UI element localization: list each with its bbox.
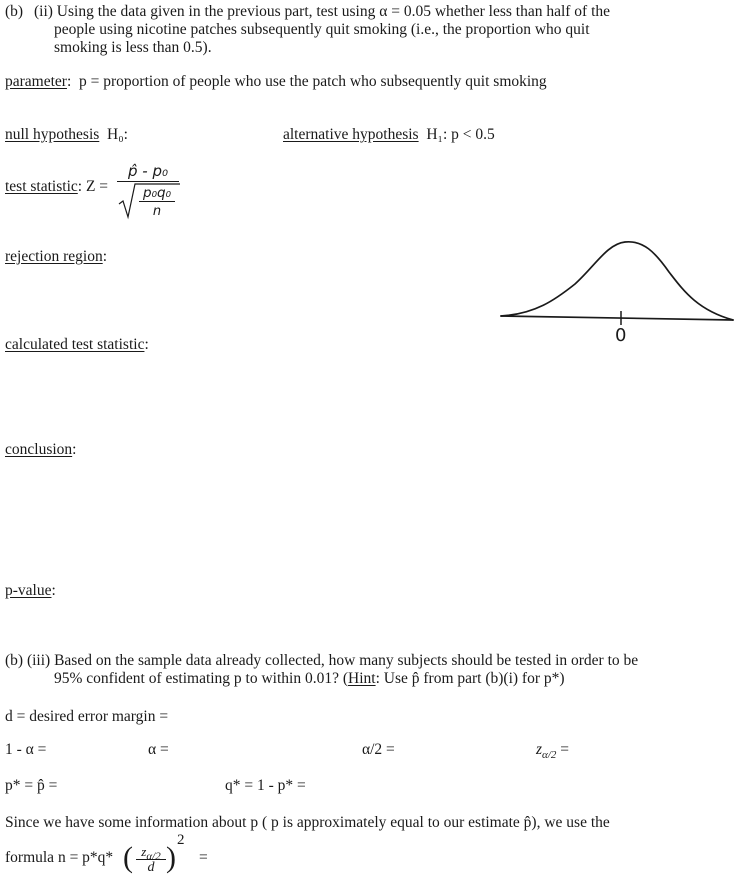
sqrt-inner-numerator: p₀q₀ bbox=[139, 185, 175, 202]
rejection-region-row: rejection region: bbox=[5, 248, 108, 265]
normal-curve-sketch bbox=[495, 232, 740, 347]
formula-equals: = bbox=[199, 849, 208, 866]
one-minus-alpha: 1 - α = bbox=[5, 741, 47, 758]
q-star: q* = 1 - p* = bbox=[225, 777, 306, 794]
test-statistic-label: test statistic bbox=[5, 178, 78, 195]
alpha-half: α/2 = bbox=[362, 741, 395, 758]
z-alpha-half: $z_{\alpha/2}$ = bbox=[536, 741, 570, 762]
p-value-label: p-value bbox=[5, 582, 52, 599]
desired-error-row: d = desired error margin = bbox=[5, 708, 169, 725]
parameter-text: p = proportion of people who use the patch who subsequently quit smoking bbox=[79, 73, 547, 90]
question-b-iii-line1: (b) (iii) Based on the sample data already collected, how many subjects should be tested in order to be bbox=[5, 652, 639, 669]
null-hypothesis-label: null hypothesis bbox=[5, 126, 100, 143]
p-value-row: p-value: bbox=[5, 582, 56, 599]
conclusion-label: conclusion bbox=[5, 441, 73, 458]
formula-fraction: $z_{\alpha/2}$ d bbox=[136, 844, 166, 876]
question-b-ii-line2: people using nicotine patches subsequently quit smoking (i.e., the proportion who quit bbox=[54, 21, 590, 38]
alternative-hypothesis-row bbox=[283, 126, 495, 144]
part-b-label: (b) bbox=[5, 3, 24, 20]
formula-exponent: 2 bbox=[177, 832, 185, 848]
test-statistic-fraction bbox=[117, 162, 179, 220]
curve-center-label: 0 bbox=[615, 325, 627, 346]
p-star: p* = p̂ = bbox=[5, 777, 58, 794]
test-statistic-lhs: Z = bbox=[85, 178, 109, 195]
null-hypothesis-symbol: H₀: bbox=[107, 126, 128, 143]
formula-prefix: formula n = p*q* bbox=[5, 849, 114, 866]
sqrt-inner-denominator: n bbox=[152, 204, 162, 219]
parameter-label: parameter bbox=[5, 73, 67, 90]
alternative-hypothesis-text: H₁: p < 0.5 bbox=[426, 126, 495, 143]
sqrt-denominator bbox=[117, 182, 179, 220]
conclusion-row: conclusion: bbox=[5, 441, 77, 458]
rejection-region-label: rejection region bbox=[5, 248, 103, 265]
alternative-hypothesis-label: alternative hypothesis bbox=[283, 126, 419, 143]
alpha: α = bbox=[148, 741, 169, 758]
calculated-test-statistic-row: calculated test statistic: bbox=[5, 336, 149, 353]
question-b-iii-line2: 95% confident of estimating p to within 0.01? (Hint: Use p̂ from part (b)(i) for p*) bbox=[54, 670, 565, 687]
parameter-row: parameter: p = proportion of people who use the patch who subsequently quit smoking bbox=[5, 73, 547, 90]
test-statistic-numerator: p̂ - p₀ bbox=[117, 162, 179, 182]
since-text: Since we have some information about p ( p is approximately equal to our estimate p̂), we use the bbox=[5, 814, 610, 831]
question-b-ii-line3: smoking is less than 0.5). bbox=[54, 39, 212, 56]
calculated-test-statistic-label: calculated test statistic bbox=[5, 336, 145, 353]
hint-label: Hint bbox=[348, 670, 376, 687]
question-b-ii-line1: (ii) Using the data given in the previous part, test using α = 0.05 whether less than half of the bbox=[34, 3, 611, 20]
null-hypothesis-row bbox=[5, 126, 128, 144]
